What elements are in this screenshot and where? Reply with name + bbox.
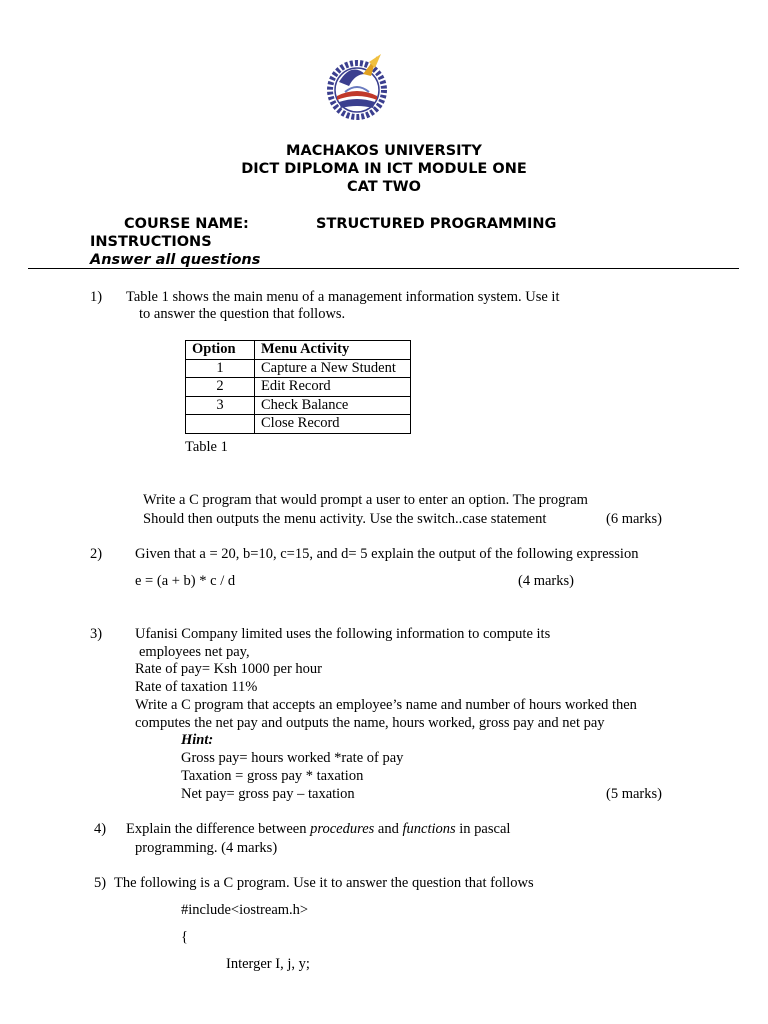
- table-row: [186, 359, 411, 378]
- q3-hint-taxation: Taxation = gross pay * taxation: [181, 768, 364, 784]
- q3-hint-label: Hint:: [181, 732, 214, 748]
- table-row: [186, 378, 411, 397]
- q4-text-middle: and: [374, 821, 403, 837]
- table-cell-activity: Edit Record: [255, 378, 411, 397]
- q3-text-line1: Ufanisi Company limited uses the following information to compute its: [135, 626, 551, 642]
- menu-table: [185, 340, 411, 434]
- q3-text-line4: Rate of taxation 11%: [135, 679, 258, 695]
- q1-task-line1: Write a C program that would prompt a user to enter an option. The program: [143, 492, 588, 508]
- q3-number: 3): [90, 626, 103, 642]
- q3-text-line6: computes the net pay and outputs the name, hours worked, gross pay and net pay: [135, 715, 605, 731]
- q3-marks: (5 marks): [606, 786, 662, 802]
- instructions-text: Answer all questions: [90, 252, 261, 268]
- table-cell-option: 3: [186, 396, 255, 415]
- table-row: [186, 415, 411, 434]
- q3-hint-gross-pay: Gross pay= hours worked *rate of pay: [181, 750, 404, 766]
- header-divider: [28, 268, 739, 269]
- q1-marks: (6 marks): [606, 511, 662, 527]
- q1-number: 1): [90, 289, 103, 305]
- table-caption: Table 1: [185, 439, 228, 455]
- university-logo: [325, 52, 389, 124]
- q3-text-line5: Write a C program that accepts an employee’s name and number of hours worked then: [135, 697, 637, 713]
- table-cell-option: [186, 415, 255, 434]
- code-line-include: #include<iostream.h>: [181, 902, 309, 918]
- q4-text-line2: programming. (4 marks): [135, 840, 278, 856]
- q4-term-procedures: procedures: [310, 821, 375, 837]
- table-cell-activity: Capture a New Student: [255, 359, 411, 378]
- q2-marks: (4 marks): [518, 573, 574, 589]
- table-cell-activity: Close Record: [255, 415, 411, 434]
- university-name: MACHAKOS UNIVERSITY: [286, 143, 482, 159]
- course-name-value: STRUCTURED PROGRAMMING: [316, 216, 557, 232]
- q1-text-line2: to answer the question that follows.: [139, 306, 346, 322]
- instructions-label: INSTRUCTIONS: [90, 234, 212, 250]
- programme-title: DICT DIPLOMA IN ICT MODULE ONE: [241, 161, 527, 177]
- table-header-option: Option: [186, 341, 255, 360]
- q5-number: 5): [94, 875, 107, 891]
- q1-text-line1: Table 1 shows the main menu of a management information system. Use it: [126, 289, 560, 305]
- q4-text-before: Explain the difference between: [126, 821, 311, 837]
- course-name-label: COURSE NAME:: [124, 216, 249, 232]
- q3-hint-net-pay: Net pay= gross pay – taxation: [181, 786, 355, 802]
- q1-task-line2: Should then outputs the menu activity. Use the switch..case statement: [143, 511, 547, 527]
- code-line-open-brace: {: [181, 929, 188, 945]
- q2-text: Given that a = 20, b=10, c=15, and d= 5 explain the output of the following expression: [135, 546, 639, 562]
- code-line-declaration: Interger I, j, y;: [226, 956, 310, 972]
- q4-term-functions: functions: [402, 821, 456, 837]
- table-header-row: [186, 341, 411, 360]
- table-cell-option: 2: [186, 378, 255, 397]
- q5-text: The following is a C program. Use it to answer the question that follows: [114, 875, 534, 891]
- q2-number: 2): [90, 546, 103, 562]
- q4-text-after: in pascal: [455, 821, 511, 837]
- exam-title: CAT TWO: [347, 179, 421, 195]
- q4-number: 4): [94, 821, 107, 837]
- table-header-menu-activity: Menu Activity: [255, 341, 411, 360]
- table-cell-activity: Check Balance: [255, 396, 411, 415]
- q3-text-line2: employees net pay,: [139, 644, 250, 660]
- table-row: [186, 396, 411, 415]
- table-cell-option: 1: [186, 359, 255, 378]
- q3-text-line3: Rate of pay= Ksh 1000 per hour: [135, 661, 322, 677]
- q2-expression: e = (a + b) * c / d: [135, 573, 236, 589]
- q4-text-line1: [126, 820, 510, 838]
